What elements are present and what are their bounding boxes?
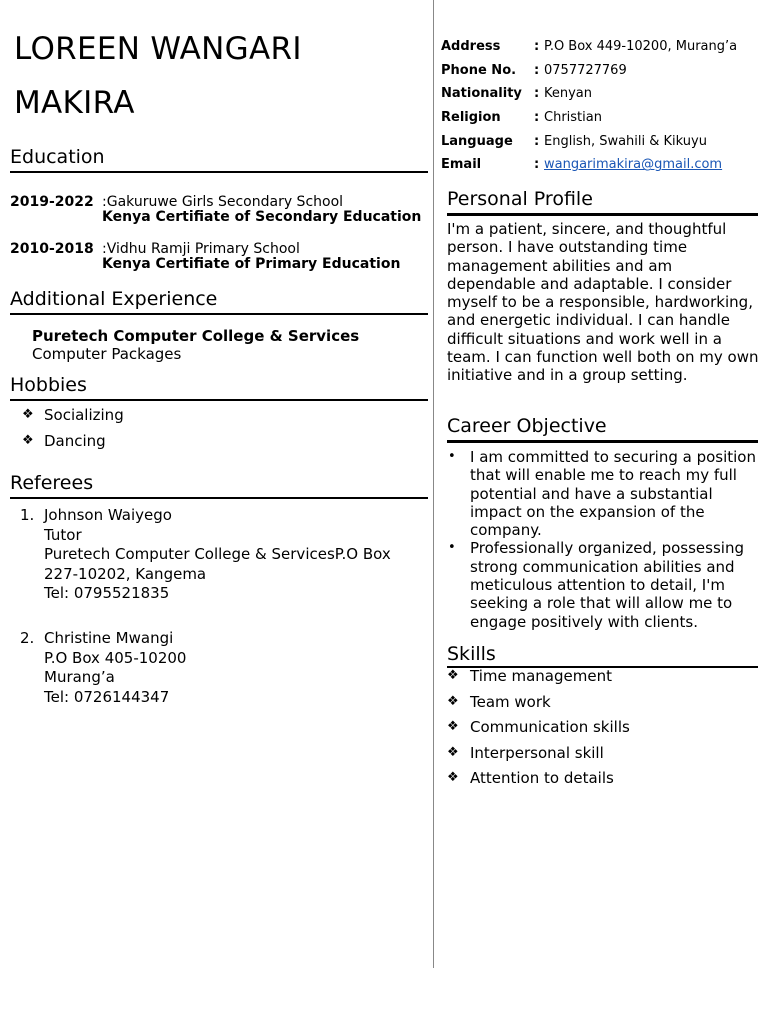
profile-heading: Personal Profile bbox=[447, 187, 758, 216]
contact-value: P.O Box 449-10200, Murang’a bbox=[544, 39, 738, 54]
referee-address: Puretech Computer College & ServicesP.O Box bbox=[44, 545, 391, 563]
skill-item bbox=[441, 744, 761, 770]
objective-list bbox=[447, 448, 759, 631]
objective-text: Professionally organized, possessing strong communication abilities and meticulous attention to detail, I'm seeking a role that will allow me to engage positively with clients. bbox=[470, 539, 744, 631]
skill-label: Team work bbox=[470, 692, 551, 711]
objective-heading: Career Objective bbox=[447, 414, 758, 443]
diamond-bullet-icon: ❖ bbox=[447, 744, 459, 760]
email-link[interactable]: wangarimakira@gmail.com bbox=[544, 157, 723, 173]
referee-number: 1. bbox=[20, 506, 35, 524]
contact-label: Language bbox=[441, 133, 513, 149]
skill-label: Attention to details bbox=[470, 769, 614, 787]
referee-number: 2. bbox=[20, 629, 35, 647]
name-line-1: LOREEN WANGARI bbox=[14, 31, 302, 67]
diamond-bullet-icon: ❖ bbox=[447, 719, 459, 734]
contact-label: Nationality bbox=[441, 86, 522, 102]
bullet-icon: • bbox=[448, 540, 456, 556]
contact-value: 0757727769 bbox=[544, 62, 627, 78]
referee-address: Murang’a bbox=[44, 668, 115, 686]
skills-heading: Skills bbox=[447, 642, 758, 668]
referee-entry bbox=[20, 506, 420, 604]
skill-item bbox=[441, 693, 761, 719]
contact-details bbox=[441, 38, 761, 180]
contact-value: Christian bbox=[544, 110, 602, 126]
candidate-name bbox=[14, 22, 414, 130]
experience-organization: Puretech Computer College & Services bbox=[32, 327, 360, 345]
hobby-label: Socializing bbox=[44, 406, 124, 424]
skill-label: Time management bbox=[470, 667, 612, 685]
education-heading: Education bbox=[10, 145, 428, 173]
education-certificate: Kenya Certifiate of Primary Education bbox=[102, 256, 401, 272]
skill-label: Interpersonal skill bbox=[470, 743, 604, 762]
referee-name: Johnson Waiyego bbox=[44, 506, 172, 524]
skills-list bbox=[441, 667, 761, 795]
contact-row-phone bbox=[441, 62, 761, 86]
referee-title: Tutor bbox=[44, 525, 82, 544]
hobbies-list bbox=[10, 406, 124, 457]
bullet-icon: • bbox=[448, 449, 456, 464]
diamond-bullet-icon: ❖ bbox=[22, 407, 34, 422]
education-years: 2019-2022 bbox=[10, 194, 94, 210]
contact-label: Religion bbox=[441, 110, 501, 126]
referee-address: P.O Box 405-10200 bbox=[44, 648, 187, 667]
skill-item bbox=[441, 667, 761, 693]
objective-item bbox=[447, 448, 759, 539]
contact-colon: : bbox=[534, 133, 540, 149]
column-divider bbox=[433, 0, 434, 968]
referee-phone: Tel: 0726144347 bbox=[44, 687, 170, 706]
objective-item bbox=[447, 539, 759, 630]
profile-text: I'm a patient, sincere, and thoughtful person. I have outstanding time management abilities and am dependable and adaptable. I consider myself to be a responsible, hardworking, and energetic individual. I can handle difficult situations and work well in a team. I can function well both on my own initiative and in a group setting. bbox=[447, 220, 759, 385]
skill-item bbox=[441, 769, 761, 795]
contact-colon: : bbox=[534, 110, 540, 126]
contact-row-email bbox=[441, 156, 761, 180]
experience-entry bbox=[32, 327, 412, 363]
education-school: :Gakuruwe Girls Secondary School bbox=[102, 194, 344, 210]
contact-value: Kenyan bbox=[544, 86, 593, 102]
hobby-label: Dancing bbox=[44, 431, 106, 450]
diamond-bullet-icon: ❖ bbox=[447, 693, 459, 709]
experience-role: Computer Packages bbox=[32, 345, 182, 363]
contact-row-nationality bbox=[441, 85, 761, 109]
contact-row-address bbox=[441, 38, 761, 62]
contact-row-language bbox=[441, 133, 761, 157]
experience-heading: Additional Experience bbox=[10, 287, 428, 315]
diamond-bullet-icon: ❖ bbox=[447, 770, 459, 785]
contact-value: English, Swahili & Kikuyu bbox=[544, 133, 707, 149]
education-certificate: Kenya Certifiate of Secondary Education bbox=[102, 209, 422, 225]
referees-heading: Referees bbox=[10, 471, 428, 499]
skill-label: Communication skills bbox=[470, 718, 630, 736]
referee-phone: Tel: 0795521835 bbox=[44, 584, 170, 602]
referee-name: Christine Mwangi bbox=[44, 629, 174, 647]
objective-text: I am committed to securing a position that will enable me to reach my full potential and have a substantial impact on the expansion of the company. bbox=[470, 448, 756, 540]
referee-address: 227-10202, Kangema bbox=[44, 564, 207, 583]
education-years: 2010-2018 bbox=[10, 241, 94, 257]
contact-row-religion bbox=[441, 109, 761, 133]
hobbies-heading: Hobbies bbox=[10, 373, 428, 401]
skill-item bbox=[441, 718, 761, 744]
diamond-bullet-icon: ❖ bbox=[447, 668, 459, 683]
contact-colon: : bbox=[534, 62, 540, 78]
contact-label: Email bbox=[441, 157, 482, 173]
education-school: :Vidhu Ramji Primary School bbox=[102, 241, 300, 257]
hobby-item bbox=[10, 432, 124, 458]
referee-entry bbox=[20, 629, 420, 707]
hobby-item bbox=[10, 406, 124, 432]
contact-colon: : bbox=[534, 86, 540, 102]
name-line-2: MAKIRA bbox=[14, 85, 135, 121]
contact-colon: : bbox=[534, 157, 540, 173]
contact-colon: : bbox=[534, 39, 540, 54]
diamond-bullet-icon: ❖ bbox=[22, 432, 34, 448]
contact-label: Phone No. bbox=[441, 62, 517, 78]
contact-label: Address bbox=[441, 39, 501, 54]
